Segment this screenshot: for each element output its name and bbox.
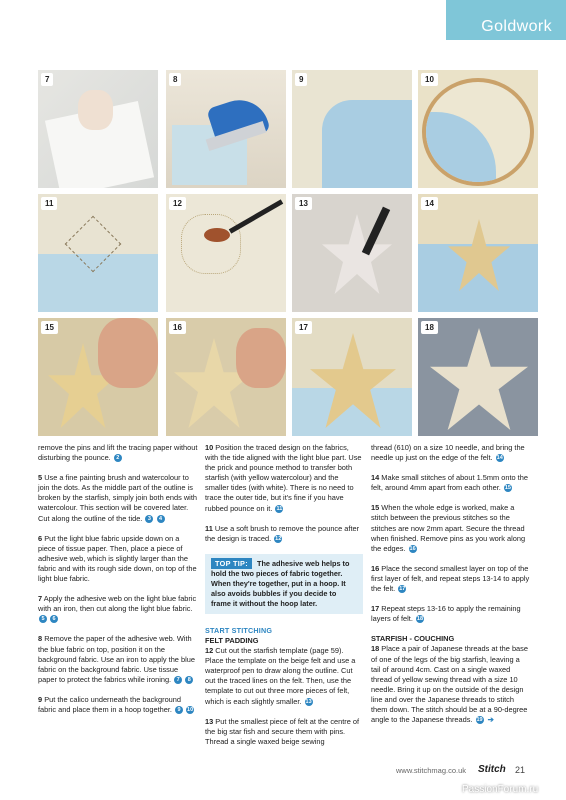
step-number: 15 — [41, 321, 58, 334]
step-paragraph: 14 Make small stitches of about 1.5mm onto the felt, around 4mm apart from each other. 15 — [371, 473, 528, 493]
page-header — [0, 0, 566, 48]
step-photo-14 — [418, 194, 538, 312]
photo-ref-badge: 11 — [276, 505, 283, 512]
step-number: 7 — [41, 73, 53, 86]
photo-ref-badge: 2 — [114, 454, 122, 462]
start-stitching-heading: START STITCHING — [205, 625, 273, 635]
photo-ref-badge: 15 — [504, 485, 511, 492]
top-tip-box — [205, 554, 363, 614]
step-paragraph: 10 Position the traced design on the fabrics, with the tide aligned with the light blue part. Use the prick and pounce method to transfer both starfish (with yellow watercolour) and the smaller tides (with white). There is no need to trace the outer tide, but it's fine if you have rubbed pounce on it. 11 — [205, 443, 362, 513]
photo-ref-badge: 3 — [145, 515, 153, 523]
couching-heading: STARFISH - COUCHING — [371, 634, 455, 644]
photo-ref-badge: 12 — [275, 535, 282, 542]
photo-ref-badge: 13 — [305, 698, 312, 705]
step-photo-9 — [292, 70, 412, 188]
step-number: 16 — [169, 321, 186, 334]
continue-arrow-icon: ➔ — [487, 715, 494, 725]
step-number: 8 — [169, 73, 181, 86]
step-paragraph: thread (610) on a size 10 needle, and bring the needle up just on the edge of the felt. 14 — [371, 443, 525, 463]
step-number: 9 — [295, 73, 307, 86]
step-photo-16 — [166, 318, 286, 436]
step-number: 14 — [421, 197, 438, 210]
section-title: Goldwork — [481, 18, 552, 35]
watermark: PassionForum.ru — [462, 784, 539, 795]
step-paragraph: 13 Put the smallest piece of felt at the centre of the big star fish and secure them with pins. Thread a single waxed beige sewing — [205, 716, 360, 746]
photo-ref-badge: 18 — [416, 616, 424, 623]
step-photo-13 — [292, 194, 412, 312]
text-column-1 — [38, 443, 198, 725]
step-paragraph: 18 Place a pair of Japanese threads at the base of one of the legs of the big starfish, leaving a tail of around 4cm. Cast on a single waxed thread of yellow sewing thread with a size 10 needle. Bring it up on the outside of the design line and over the Japanese threads to stitch them down. The stitch should be at a 90-degree angle to the Japanese threads. 19 ➔ — [371, 644, 528, 725]
step-photo-12 — [166, 194, 286, 312]
step-number: 11 — [41, 197, 57, 210]
step-photo-11 — [38, 194, 158, 312]
step-photo-8 — [166, 70, 286, 188]
text-column-2 — [205, 443, 363, 757]
step-photo-7 — [38, 70, 158, 188]
photo-ref-badge: 8 — [185, 676, 193, 684]
step-number: 12 — [169, 197, 186, 210]
text-column-3 — [371, 443, 531, 735]
photo-ref-badge: 4 — [157, 515, 165, 523]
photo-ref-badge: 16 — [409, 545, 416, 552]
photo-ref-badge: 7 — [174, 676, 182, 684]
photo-ref-badge: 14 — [496, 455, 503, 462]
step-photo-15 — [38, 318, 158, 436]
step-paragraph: remove the pins and lift the tracing paper without disturbing the pounce. 2 — [38, 443, 198, 463]
step-paragraph: 9 Put the calico underneath the background fabric and place them in a hoop together. 9 10 — [38, 694, 194, 714]
photo-ref-badge: 5 — [39, 615, 47, 623]
step-paragraph: 15 When the whole edge is worked, make a stitch between the previous stitches so the stitches are now 2mm apart. Secure the thread when finished. Remove pins as you work along the edges. 16 — [371, 503, 526, 553]
step-paragraph: 16 Place the second smallest layer on top of the first layer of felt, and repeat steps 13-14 to apply the felt. 17 — [371, 563, 530, 594]
step-number: 18 — [421, 321, 438, 334]
step-paragraph: 7 Apply the adhesive web on the light blue fabric with an iron, then cut along the light blue fabric. 5 6 — [38, 594, 197, 623]
step-photo-17 — [292, 318, 412, 436]
step-paragraph: 8 Remove the paper of the adhesive web. With the blue fabric on top, position it on the background fabric. Use an iron to apply the blue fabric on the background fabric. Use tissue paper to protect the fabrics while ironing. 7 8 — [38, 634, 195, 684]
step-photo-10 — [418, 70, 538, 188]
step-paragraph: 17 Repeat steps 13-16 to apply the remaining layers of felt. 18 — [371, 604, 521, 624]
top-tip-label: TOP TIP: — [211, 558, 252, 569]
footer-url: www.stitchmag.co.uk — [396, 766, 467, 775]
photo-ref-badge: 10 — [187, 707, 194, 714]
step-paragraph: 12 Cut out the starfish template (page 59). Place the template on the beige felt and use a waterproof pen to draw along the outline. Cut out the traced lines on the felt. Then, use the template to cut out three more pieces of felt, which is each slightly smaller. 13 — [205, 646, 356, 706]
step-number: 10 — [421, 73, 438, 86]
step-paragraph: 6 Put the light blue fabric upside down on a piece of tissue paper. Then, place a piece of adhesive web, which is slightly larger than the fabric and with its rough side down, on top of the light blue fabric. — [38, 533, 197, 584]
step-number: 13 — [295, 197, 312, 210]
photo-ref-badge: 17 — [399, 586, 406, 593]
photo-ref-badge: 9 — [175, 706, 183, 714]
step-paragraph: 11 Use a soft brush to remove the pounce after the design is traced. 12 — [205, 523, 360, 543]
step-paragraph: 5 Use a fine painting brush and watercolour to join the dots. As the middle part of the outline is broken by the starfish, simply join both ends with watercolour. This section will be covered later. Cut along the outline of the tide. 3 4 — [38, 473, 197, 523]
footer-brand: Stitch — [478, 764, 506, 775]
step-photo-18 — [418, 318, 538, 436]
photo-ref-badge: 19 — [476, 717, 483, 724]
step-number: 17 — [295, 321, 312, 334]
felt-padding-heading: FELT PADDING — [205, 635, 259, 645]
top-tip-text: The adhesive web helps to hold the two pieces of fabric together. When they're together, put in a hoop. It also avoids bubbles if you decide to frame it without the hoop later. — [211, 558, 350, 608]
photo-ref-badge: 6 — [50, 615, 58, 623]
page-number: 21 — [515, 765, 526, 775]
